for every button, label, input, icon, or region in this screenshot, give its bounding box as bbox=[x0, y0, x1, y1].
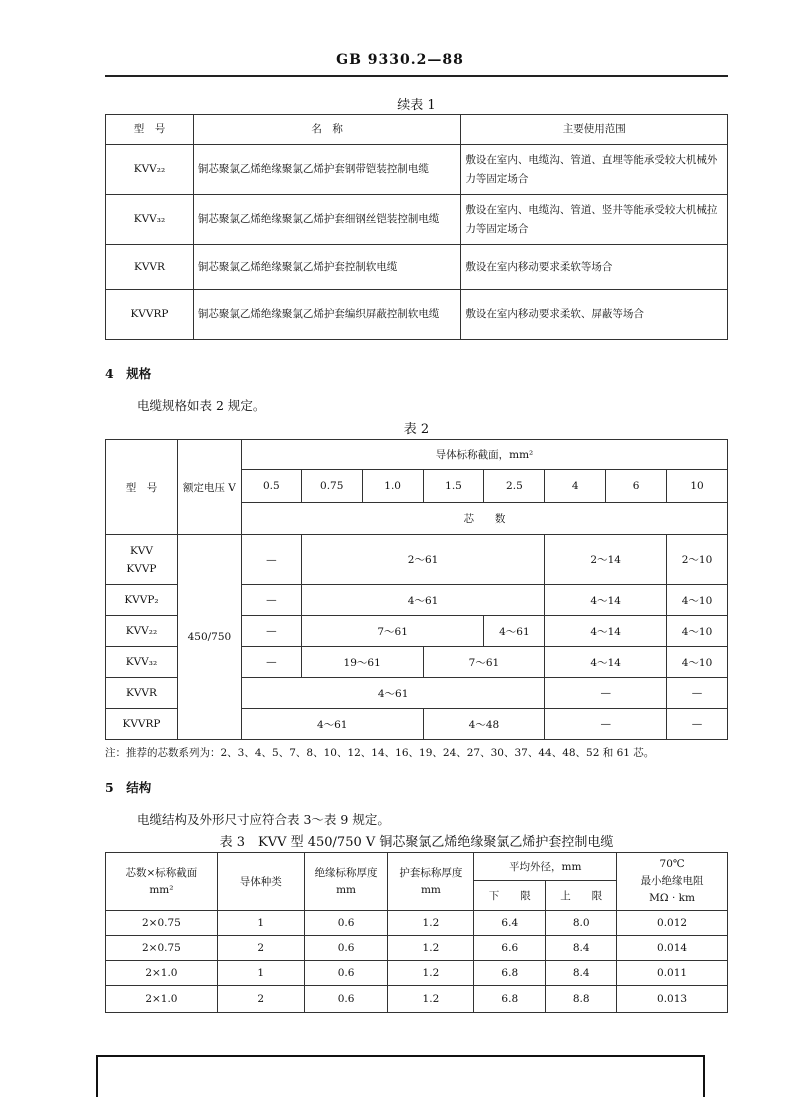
table2-size: 1.0 bbox=[362, 470, 423, 503]
table3-header-cores-label: 芯数×标称截面 bbox=[125, 866, 198, 879]
table3-cell: 6.6 bbox=[474, 936, 546, 961]
table2-cell: — bbox=[241, 535, 301, 585]
table1-usage-cell: 敷设在室内、电缆沟、管道、直埋等能承受较大机械外力等固定场合 bbox=[461, 145, 728, 195]
table-row bbox=[106, 145, 728, 195]
table2-header-model: 型 号 bbox=[106, 440, 178, 535]
table3-header-lower: 下 限 bbox=[474, 881, 546, 911]
table2-voltage-cell: 450/750 bbox=[177, 535, 241, 740]
table2-size: 10 bbox=[667, 470, 728, 503]
table2-cell: — bbox=[667, 678, 728, 709]
table1-caption: 续表 1 bbox=[397, 98, 436, 113]
table2-size: 0.5 bbox=[241, 470, 301, 503]
section4-text: 电缆规格如表 2 规定。 bbox=[137, 398, 266, 413]
section5-text: 电缆结构及外形尺寸应符合表 3～表 9 规定。 bbox=[137, 812, 390, 827]
table1-usage-cell: 敷设在室内移动要求柔软等场合 bbox=[461, 245, 728, 290]
table3-cell: 2 bbox=[217, 936, 304, 961]
table2-cell: 4～61 bbox=[241, 678, 544, 709]
table1-header-usage: 主要使用范围 bbox=[461, 115, 728, 145]
table3-cell: 2×1.0 bbox=[106, 961, 218, 986]
table2-cell: 2～61 bbox=[301, 535, 545, 585]
table2-size: 2.5 bbox=[484, 470, 545, 503]
table-row bbox=[106, 911, 728, 936]
table2-model-cell: KVV₃₂ bbox=[106, 647, 178, 678]
table2-model-cell: KVVRP bbox=[106, 709, 178, 740]
table2-cell: 4～14 bbox=[545, 616, 667, 647]
table3-header-sheath-label: 护套标称厚度 bbox=[399, 866, 463, 879]
table3-cell: 1.2 bbox=[388, 961, 474, 986]
table3-header-sheath bbox=[388, 853, 474, 911]
table3-header-conductor: 导体种类 bbox=[217, 853, 304, 911]
table1-model-cell: KVV₃₂ bbox=[106, 195, 194, 245]
table3-cell: 6.8 bbox=[474, 961, 546, 986]
table2-cell: — bbox=[241, 647, 301, 678]
table3-header-resistance bbox=[617, 853, 728, 911]
table3-header-insulation-unit: mm bbox=[336, 883, 357, 896]
table3-cell: 6.8 bbox=[474, 986, 546, 1013]
table2-size: 0.75 bbox=[301, 470, 362, 503]
table3-header-insulation-label: 绝缘标称厚度 bbox=[314, 866, 378, 879]
table1-name-cell: 铜芯聚氯乙烯绝缘聚氯乙烯护套钢带铠装控制电缆 bbox=[193, 145, 461, 195]
section4-title: 4 规格 bbox=[105, 366, 152, 381]
table2-header-cores: 芯 数 bbox=[241, 503, 727, 535]
table2-cell: 19～61 bbox=[301, 647, 423, 678]
table2-note: 注：推荐的芯数系列为：2、3、4、5、7、8、10、12、14、16、19、24、27、30、37、44、48、52 和 61 芯。 bbox=[105, 747, 655, 759]
table2-cell: — bbox=[545, 709, 667, 740]
table1-usage-cell: 敷设在室内、电缆沟、管道、竖井等能承受较大机械拉力等固定场合 bbox=[461, 195, 728, 245]
table3-cell: 0.6 bbox=[304, 911, 388, 936]
table3-header-od: 平均外径，mm bbox=[474, 853, 617, 881]
section5-title: 5 结构 bbox=[105, 780, 152, 795]
table-row bbox=[106, 936, 728, 961]
table1-header-row bbox=[106, 115, 728, 145]
table2-cell: 4～10 bbox=[667, 616, 728, 647]
table2-cell: 7～61 bbox=[423, 647, 545, 678]
table2-size: 4 bbox=[545, 470, 606, 503]
table2-cell: 4～48 bbox=[423, 709, 545, 740]
table2-model-cell: KVV KVVP bbox=[106, 535, 178, 585]
table2-cell: 4～10 bbox=[667, 585, 728, 616]
table3-cell: 1 bbox=[217, 961, 304, 986]
table3-cell: 8.0 bbox=[546, 911, 617, 936]
table3-cell: 2×0.75 bbox=[106, 936, 218, 961]
table3-header-sheath-unit: mm bbox=[420, 883, 441, 896]
table1-name-cell: 铜芯聚氯乙烯绝缘聚氯乙烯护套细钢丝铠装控制电缆 bbox=[193, 195, 461, 245]
document-header: GB 9330.2—88 bbox=[336, 52, 464, 68]
table1-model-cell: KVVR bbox=[106, 245, 194, 290]
table3-cell: 1.2 bbox=[388, 911, 474, 936]
table2-cell: 4～14 bbox=[545, 647, 667, 678]
table2-cell: 7～61 bbox=[301, 616, 484, 647]
table2-model-cell: KVVP₂ bbox=[106, 585, 178, 616]
table1-header-name: 名 称 bbox=[193, 115, 461, 145]
table3-header-upper: 上 限 bbox=[546, 881, 617, 911]
table3-cell: 2 bbox=[217, 986, 304, 1013]
table3 bbox=[105, 852, 728, 1013]
table3-header-res-label: 最小绝缘电阻 bbox=[640, 875, 704, 887]
table2-cell: 4～61 bbox=[484, 616, 545, 647]
table1-name-cell: 铜芯聚氯乙烯绝缘聚氯乙烯护套编织屏蔽控制软电缆 bbox=[193, 290, 461, 340]
table2-model-cell: KVVR bbox=[106, 678, 178, 709]
table-row bbox=[106, 535, 728, 585]
header-rule bbox=[105, 75, 728, 77]
table2 bbox=[105, 439, 728, 740]
table3-cell: 1.2 bbox=[388, 986, 474, 1013]
table3-cell: 8.4 bbox=[546, 936, 617, 961]
table3-header-res-unit: MΩ · km bbox=[649, 892, 695, 904]
table2-caption: 表 2 bbox=[403, 422, 430, 437]
table2-size: 6 bbox=[606, 470, 667, 503]
table1-model-cell: KVVRP bbox=[106, 290, 194, 340]
table2-cell: 4～61 bbox=[301, 585, 545, 616]
table-row bbox=[106, 961, 728, 986]
table1-model-cell: KVV₂₂ bbox=[106, 145, 194, 195]
table2-cell: — bbox=[241, 585, 301, 616]
table2-cell: 2～10 bbox=[667, 535, 728, 585]
table3-cell: 0.011 bbox=[617, 961, 728, 986]
table3-header-res-temp: 70℃ bbox=[659, 858, 685, 870]
table2-header-voltage: 额定电压 V bbox=[177, 440, 241, 535]
table3-header-insulation bbox=[304, 853, 388, 911]
table3-caption: 表 3 KVV 型 450/750 V 铜芯聚氯乙烯绝缘聚氯乙烯护套控制电缆 bbox=[219, 835, 614, 850]
table3-cell: 2×1.0 bbox=[106, 986, 218, 1013]
table2-header-section: 导体标称截面，mm² bbox=[241, 440, 727, 470]
table1 bbox=[105, 114, 728, 340]
table2-model-cell: KVV₂₂ bbox=[106, 616, 178, 647]
table3-header-cores bbox=[106, 853, 218, 911]
table1-usage-cell: 敷设在室内移动要求柔软、屏蔽等场合 bbox=[461, 290, 728, 340]
table3-cell: 6.4 bbox=[474, 911, 546, 936]
table-row bbox=[106, 245, 728, 290]
table3-cell: 0.6 bbox=[304, 961, 388, 986]
table1-name-cell: 铜芯聚氯乙烯绝缘聚氯乙烯护套控制软电缆 bbox=[193, 245, 461, 290]
table2-cell: — bbox=[667, 709, 728, 740]
table2-cell: 4～61 bbox=[241, 709, 423, 740]
table-row bbox=[106, 986, 728, 1013]
table-row bbox=[106, 290, 728, 340]
table3-header-cores-unit: mm² bbox=[149, 883, 174, 896]
table1-header-model: 型 号 bbox=[106, 115, 194, 145]
table3-cell: 2×0.75 bbox=[106, 911, 218, 936]
table3-cell: 0.6 bbox=[304, 986, 388, 1013]
table2-cell: 4～14 bbox=[545, 585, 667, 616]
table2-cell: — bbox=[241, 616, 301, 647]
table3-cell: 1 bbox=[217, 911, 304, 936]
table3-cell: 1.2 bbox=[388, 936, 474, 961]
table3-cell: 8.8 bbox=[546, 986, 617, 1013]
table3-cell: 8.4 bbox=[546, 961, 617, 986]
table2-cell: — bbox=[545, 678, 667, 709]
table2-cell: 4～10 bbox=[667, 647, 728, 678]
table3-cell: 0.014 bbox=[617, 936, 728, 961]
table3-cell: 0.6 bbox=[304, 936, 388, 961]
table-row bbox=[106, 195, 728, 245]
table2-cell: 2～14 bbox=[545, 535, 667, 585]
table3-cell: 0.013 bbox=[617, 986, 728, 1013]
table3-cell: 0.012 bbox=[617, 911, 728, 936]
table2-size: 1.5 bbox=[423, 470, 484, 503]
